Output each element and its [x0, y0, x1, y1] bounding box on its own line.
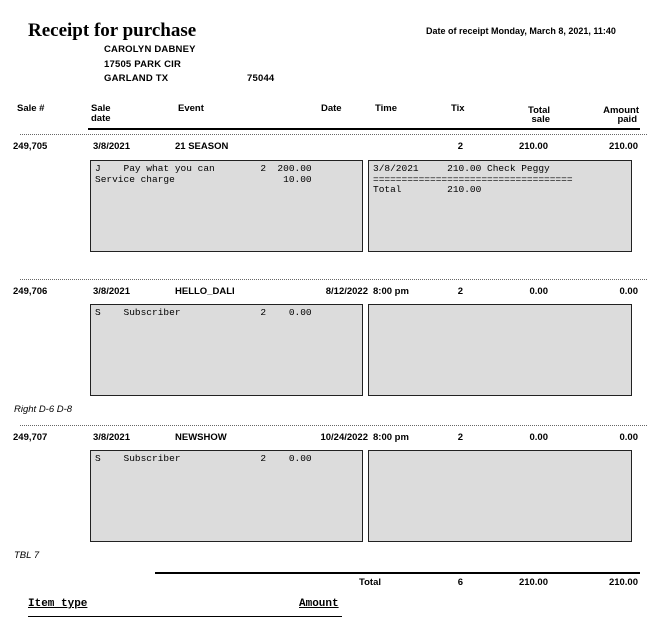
sale-note: Right D-6 D-8 — [14, 404, 73, 415]
header-amount-paid-line1: Amount — [603, 105, 639, 116]
sale-amount-paid: 0.00 — [619, 432, 638, 443]
header-separator — [20, 134, 647, 135]
receipt-date: Date of receipt Monday, March 8, 2021, 11:40 — [426, 26, 616, 36]
item-amount-header: Amount — [299, 598, 339, 610]
sale-total: 210.00 — [518, 141, 548, 152]
totals-rule — [155, 572, 640, 574]
sale-date: 3/8/2021 — [93, 286, 130, 297]
sale-event-date: 8/12/2022 — [325, 286, 368, 297]
sale-number: 249,707 — [13, 432, 48, 443]
item-header-underline — [28, 616, 342, 617]
sale-payments-box: 3/8/2021 210.00 Check Peggy =================================== Total 210.00 — [368, 160, 632, 252]
header-date: Date — [321, 103, 342, 114]
header-sale-date-line2: date — [91, 113, 111, 124]
sale-items-box: S Subscriber 2 0.00 — [90, 450, 363, 542]
sale-payments-box — [368, 304, 632, 396]
customer-name: CAROLYN DABNEY — [104, 44, 196, 55]
header-underline — [88, 128, 640, 130]
totals-sale: 210.00 — [518, 577, 548, 588]
sale-note: TBL 7 — [14, 550, 40, 561]
totals-amount-paid: 210.00 — [608, 577, 638, 588]
sale-event-time: 8:00 pm — [373, 432, 409, 443]
header-event: Event — [178, 103, 204, 114]
customer-city: GARLAND TX — [104, 73, 169, 84]
sale-event-date: 10/24/2022 — [320, 432, 368, 443]
sale-number: 249,705 — [13, 141, 48, 152]
header-total-sale-line2: sale — [531, 114, 550, 125]
sale-items-box: J Pay what you can 2 200.00 Service charge 10.00 — [90, 160, 363, 252]
sale-total: 0.00 — [529, 432, 548, 443]
sale-total: 0.00 — [529, 286, 548, 297]
customer-street: 17505 PARK CIR — [104, 59, 182, 70]
sale-event: NEWSHOW — [175, 432, 227, 443]
sale-event: 21 SEASON — [175, 141, 229, 152]
header-time: Time — [375, 103, 398, 114]
receipt-title: Receipt for purchase — [28, 20, 197, 41]
sale-payments-box — [368, 450, 632, 542]
sale-date: 3/8/2021 — [93, 432, 130, 443]
totals-tix: 6 — [457, 577, 463, 588]
row-separator — [20, 279, 647, 280]
header-sale-number: Sale # — [17, 103, 45, 114]
sale-amount-paid: 0.00 — [619, 286, 638, 297]
sale-event-time: 8:00 pm — [373, 286, 409, 297]
sale-tix: 2 — [457, 286, 463, 297]
sale-tix: 2 — [457, 141, 463, 152]
sale-items-box: S Subscriber 2 0.00 — [90, 304, 363, 396]
header-sale-date-line1: Sale — [91, 103, 111, 114]
header-total-sale-line1: Total — [528, 105, 550, 116]
item-type-header: Item type — [28, 598, 88, 610]
sale-number: 249,706 — [13, 286, 48, 297]
sale-event: HELLO_DALI — [175, 286, 235, 297]
sale-amount-paid: 210.00 — [608, 141, 638, 152]
header-tix: Tix — [451, 103, 465, 114]
sale-date: 3/8/2021 — [93, 141, 130, 152]
row-separator — [20, 425, 647, 426]
sale-tix: 2 — [457, 432, 463, 443]
header-amount-paid-line2: paid — [617, 114, 637, 125]
totals-label: Total — [359, 577, 381, 588]
customer-zip: 75044 — [247, 73, 275, 84]
